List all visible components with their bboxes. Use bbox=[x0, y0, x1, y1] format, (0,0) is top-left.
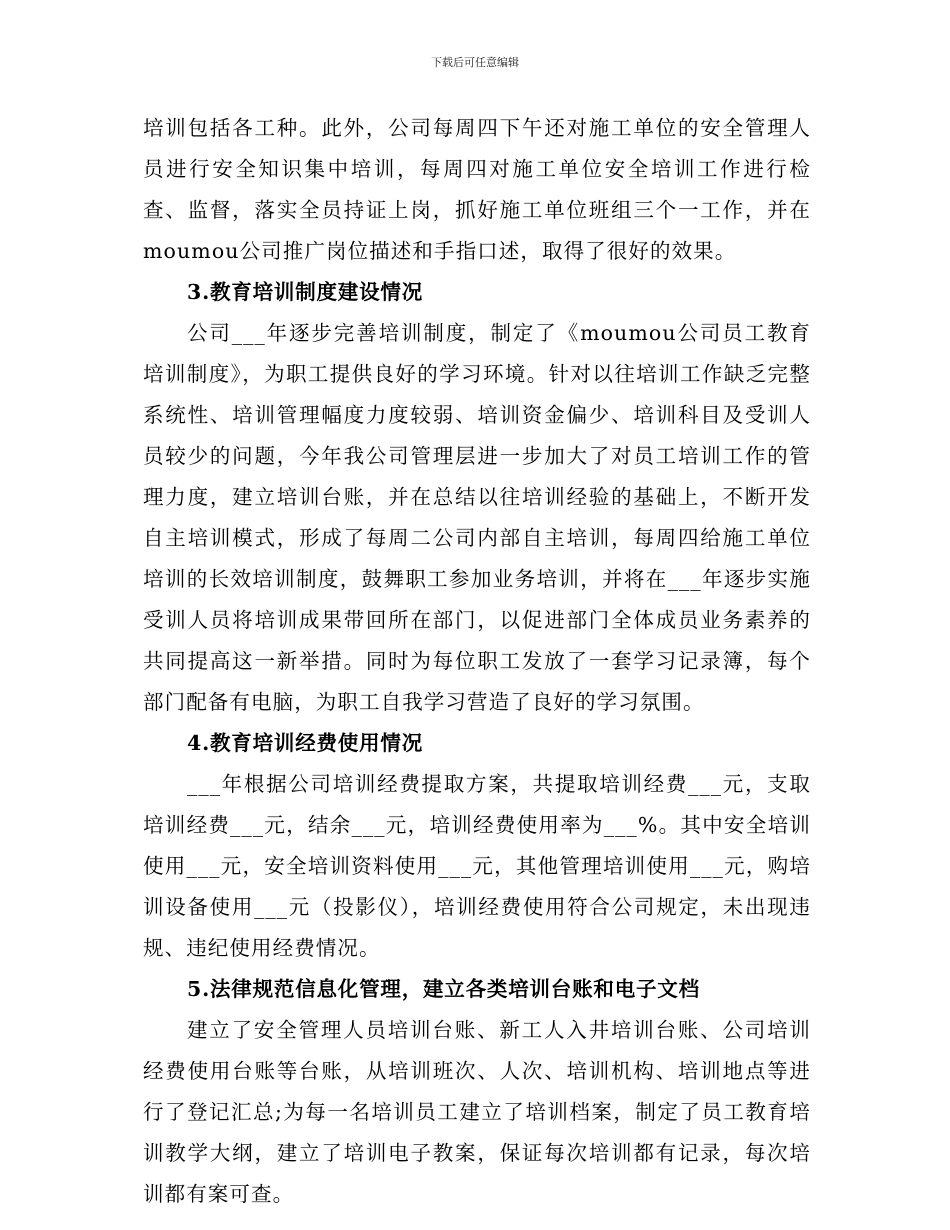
section-4-heading: 4.教育培训经费使用情况 bbox=[187, 731, 424, 755]
document-body bbox=[143, 108, 811, 1215]
intro-paragraph: 培训包括各工种。此外，公司每周四下午还对施工单位的安全管理人员进行安全知识集中培训，每周四对施工单位安全培训工作进行检查、监督，落实全员持证上岗，抓好施工单位班组三个一工作，并在moumou公司推广岗位描述和手指口述，取得了很好的效果。 bbox=[143, 116, 811, 263]
page-header: 下载后可任意编辑 bbox=[431, 56, 519, 69]
section-4-paragraph: ___年根据公司培训经费提取方案，共提取培训经费___元，支取培训经费___元，结余___元，培训经费使用率为___%。其中安全培训使用___元，安全培训资料使用___元，其他管理培训使用___元，购培训设备使用___元（投影仪），培训经费使用符合公司规定，未出现违规、违纪使用经费情况。 bbox=[143, 772, 811, 960]
section-3-heading: 3.教育培训制度建设情况 bbox=[187, 280, 424, 304]
section-3-paragraph: 公司___年逐步完善培训制度，制定了《moumou公司员工教育培训制度》，为职工提供良好的学习环境。针对以往培训工作缺乏完整系统性、培训管理幅度力度较弱、培训资金偏少、培训科目及受训人员较少的问题，今年我公司管理层进一步加大了对员工培训工作的管理力度，建立培训台账，并在总结以往培训经验的基础上，不断开发自主培训模式，形成了每周二公司内部自主培训，每周四给施工单位培训的长效培训制度，鼓舞职工参加业务培训，并将在___年逐步实施受训人员将培训成果带回所在部门，以促进部门全体成员业务素养的共同提高这一新举措。同时为每位职工发放了一套学习记录簿，每个部门配备有电脑，为职工自我学习营造了良好的学习氛围。 bbox=[143, 321, 811, 714]
section-5-paragraph: 建立了安全管理人员培训台账、新工人入井培训台账、公司培训经费使用台账等台账，从培训班次、人次、培训机构、培训地点等进行了登记汇总;为每一名培训员工建立了培训档案，制定了员工教育培训教学大纲，建立了培训电子教案，保证每次培训都有记录，每次培训都有案可查。 bbox=[143, 1018, 811, 1206]
section-5-heading: 5.法律规范信息化管理，建立各类培训台账和电子文档 bbox=[187, 977, 700, 1001]
